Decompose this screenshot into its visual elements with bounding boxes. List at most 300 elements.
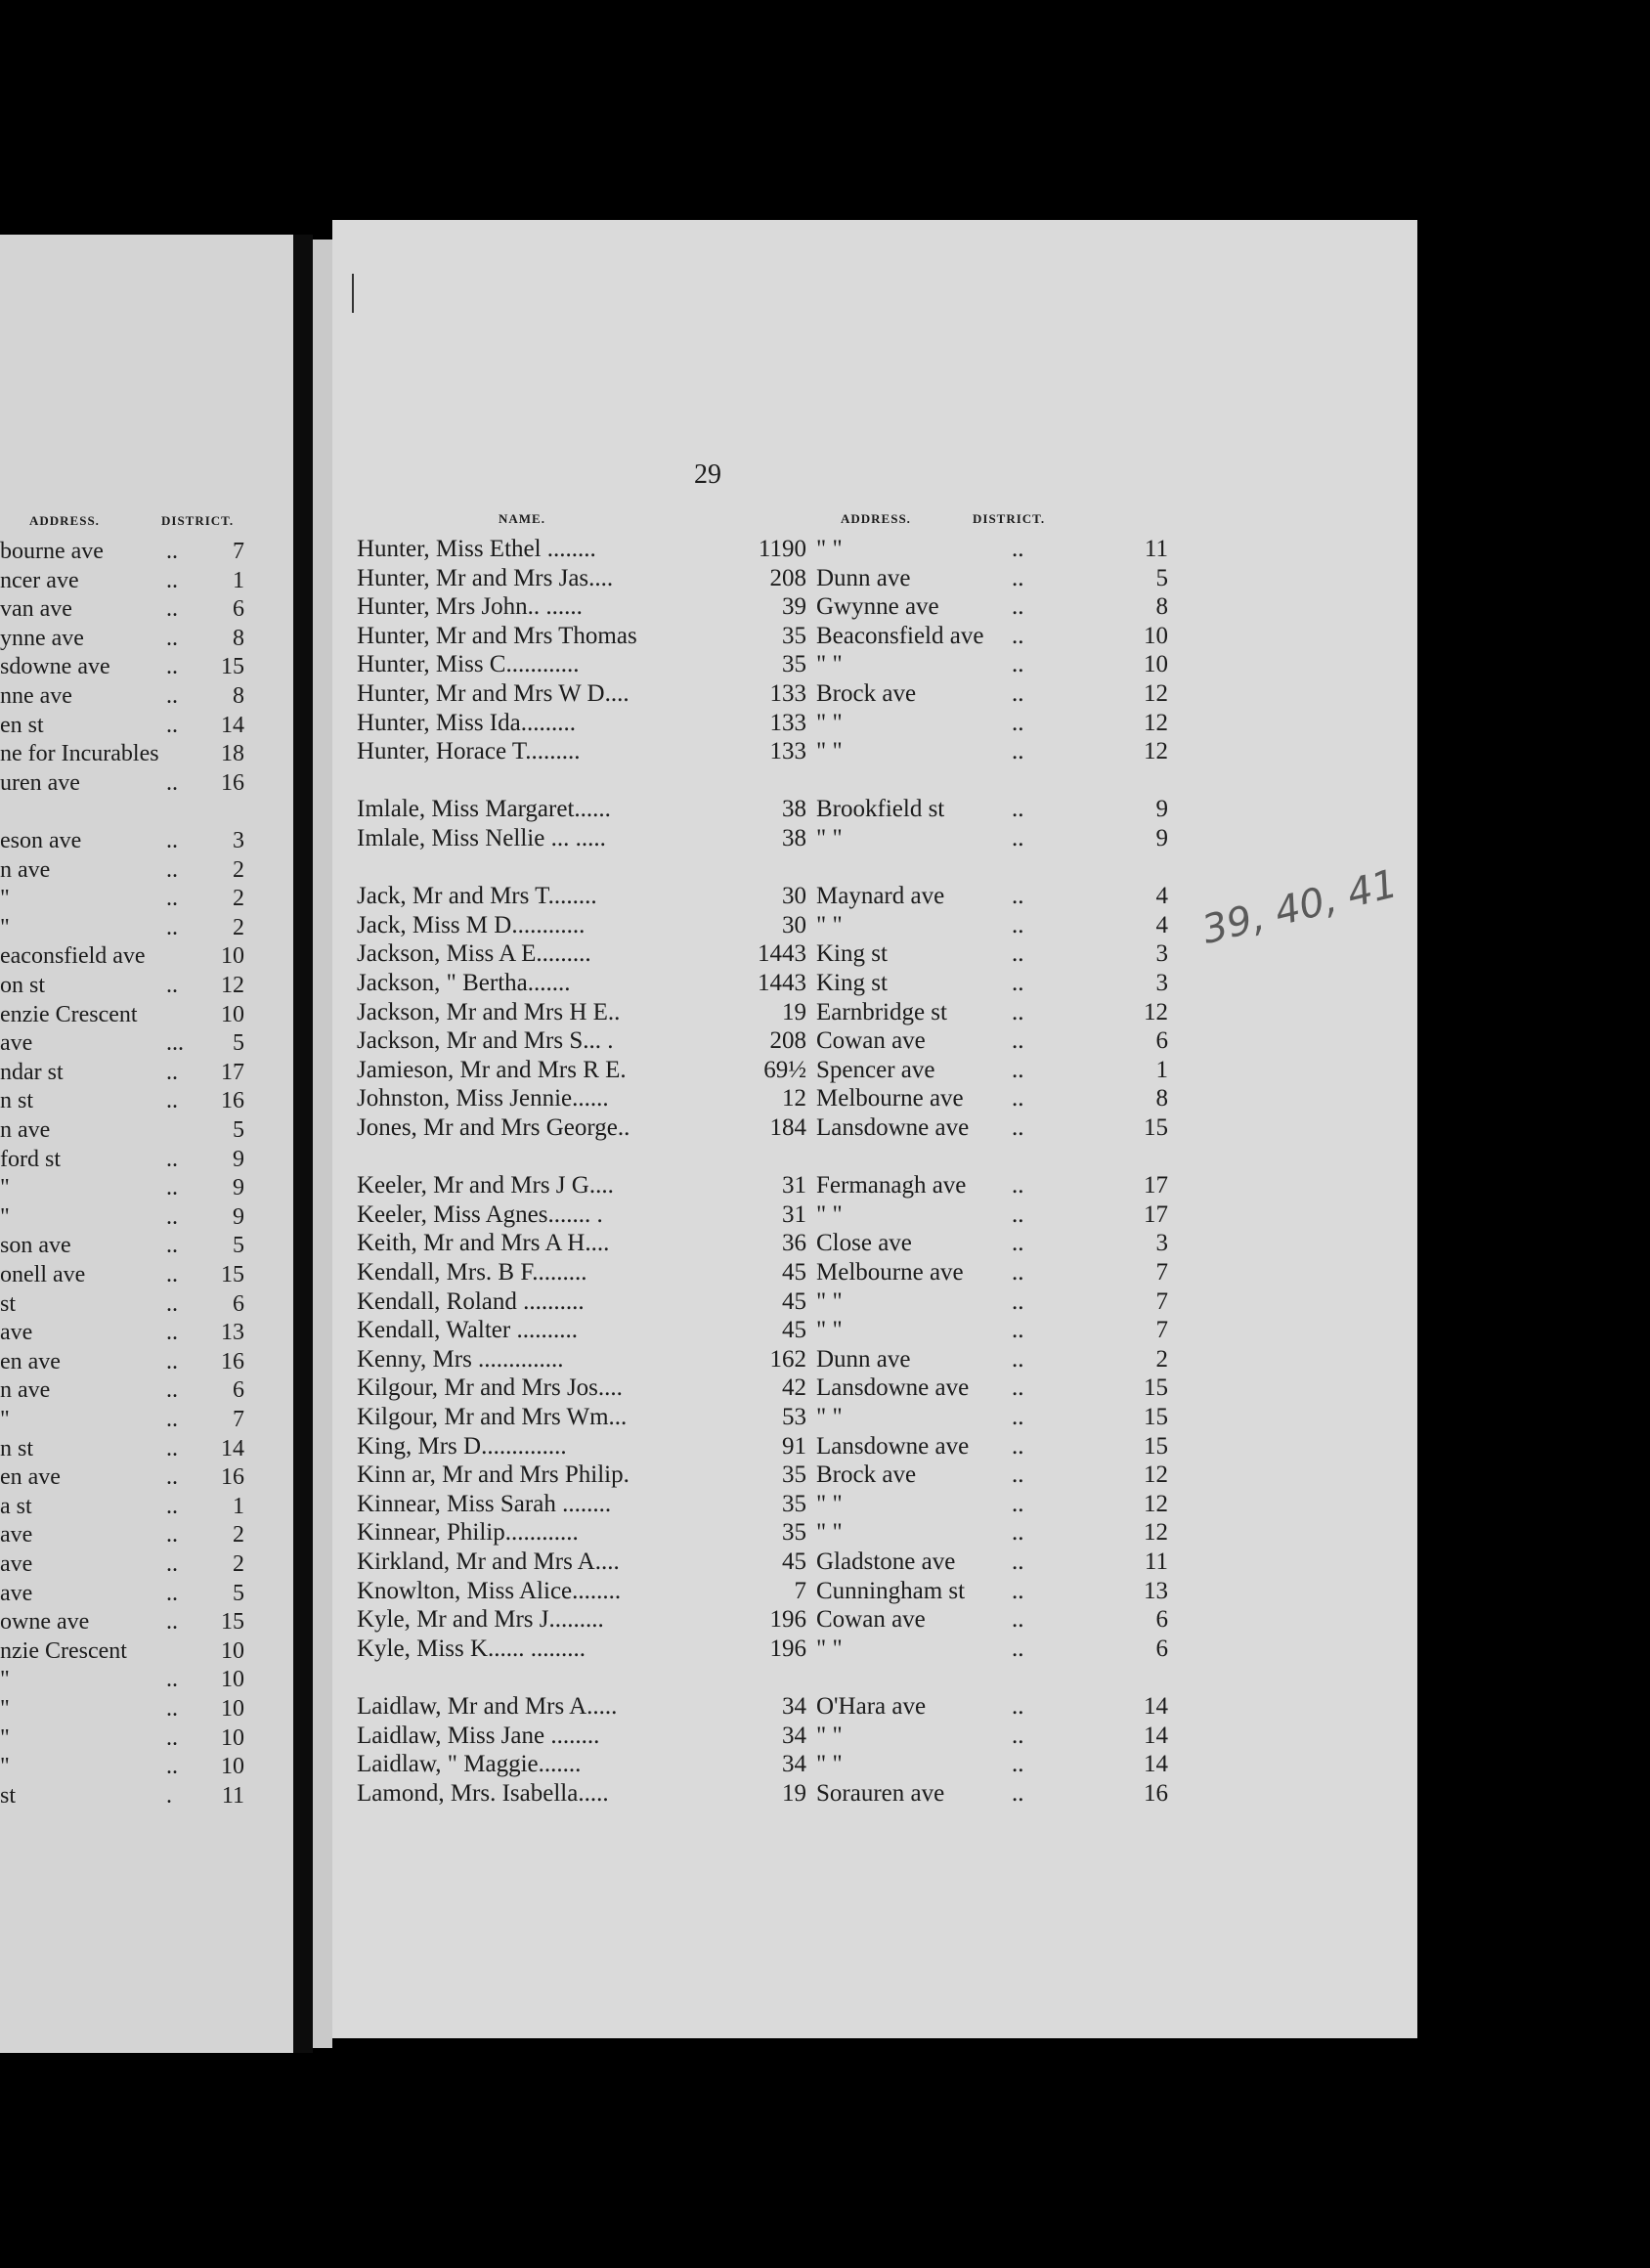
left-entry bbox=[0, 1059, 293, 1087]
entry-house-number: 91 bbox=[782, 1432, 806, 1460]
entry-name: Hunter, Miss C............ bbox=[357, 651, 580, 678]
entry-district: 12 bbox=[1144, 998, 1168, 1025]
left-entry bbox=[0, 625, 293, 653]
entry-name: Jamieson, Mr and Mrs R E. bbox=[357, 1056, 627, 1083]
left-entry-district: 18 bbox=[221, 741, 244, 767]
entry-house-number: 45 bbox=[782, 1259, 806, 1286]
district-leader-dots: .. bbox=[1012, 825, 1024, 851]
left-entry bbox=[0, 1550, 293, 1579]
page-number: 29 bbox=[694, 459, 721, 490]
directory-entry bbox=[357, 622, 1412, 650]
left-entry-dots: .. bbox=[166, 683, 178, 709]
left-entry-dots: .. bbox=[166, 1724, 178, 1751]
directory-entry bbox=[357, 1605, 1412, 1634]
entry-address: Melbourne ave bbox=[816, 1085, 964, 1112]
district-leader-dots: .. bbox=[1012, 738, 1024, 765]
left-entry-dots: .. bbox=[166, 1320, 178, 1346]
entry-district: 15 bbox=[1144, 1404, 1168, 1430]
left-entry bbox=[0, 682, 293, 711]
entry-district: 11 bbox=[1144, 536, 1168, 562]
directory-entry bbox=[357, 1026, 1412, 1055]
entry-district: 1 bbox=[1155, 1056, 1168, 1083]
left-entry-dots: .. bbox=[166, 539, 178, 564]
left-entry-dots: .. bbox=[166, 1233, 178, 1259]
left-entry bbox=[0, 1290, 293, 1319]
left-entry-address: son ave bbox=[0, 1233, 71, 1259]
directory-entry bbox=[357, 564, 1412, 592]
left-entry-dots: ... bbox=[166, 1030, 184, 1057]
left-entry-dots: .. bbox=[166, 596, 178, 623]
left-entry-address: ncer ave bbox=[0, 567, 79, 593]
left-entry-address: enzie Crescent bbox=[0, 1001, 138, 1027]
left-entry-district: 6 bbox=[233, 596, 244, 623]
left-entry-address: ave bbox=[0, 1580, 33, 1606]
left-entry-address: en ave bbox=[0, 1348, 61, 1374]
entry-address: Gwynne ave bbox=[816, 593, 939, 621]
district-leader-dots: .. bbox=[1012, 883, 1024, 910]
district-leader-dots: .. bbox=[1012, 1577, 1024, 1604]
district-leader-dots: .. bbox=[1012, 911, 1024, 938]
entry-name: Hunter, Miss Ethel ........ bbox=[357, 536, 596, 562]
entry-name: Keeler, Miss Agnes....... . bbox=[357, 1200, 603, 1228]
directory-entry bbox=[357, 1548, 1412, 1576]
left-entry-dots: .. bbox=[166, 1088, 178, 1114]
left-entry-dots: .. bbox=[166, 1290, 178, 1317]
left-entry-district: 10 bbox=[221, 1667, 244, 1693]
district-leader-dots: .. bbox=[1012, 1519, 1024, 1547]
left-entry-district: 16 bbox=[221, 1464, 244, 1491]
entry-district: 12 bbox=[1144, 1519, 1168, 1547]
entry-house-number: 196 bbox=[769, 1606, 806, 1634]
district-leader-dots: .. bbox=[1012, 1548, 1024, 1575]
left-entry-address: ave bbox=[0, 1030, 33, 1057]
entry-name: Kyle, Miss K...... ......... bbox=[357, 1635, 586, 1662]
page-gutter-edge bbox=[313, 240, 332, 2048]
left-entry bbox=[0, 1376, 293, 1405]
left-district-header: DISTRICT. bbox=[161, 513, 235, 528]
left-entry-address: sdowne ave bbox=[0, 654, 110, 680]
entry-house-number: 133 bbox=[769, 680, 806, 707]
left-entry-dots: .. bbox=[166, 567, 178, 593]
left-entry-address: ave bbox=[0, 1551, 33, 1577]
entry-name: Kendall, Roland .......... bbox=[357, 1287, 585, 1315]
entry-house-number: 30 bbox=[782, 911, 806, 938]
entry-house-number: 133 bbox=[769, 709, 806, 736]
left-entry-address: eaconsfield ave bbox=[0, 943, 146, 970]
entry-district: 12 bbox=[1144, 709, 1168, 736]
entry-name: Jack, Mr and Mrs T........ bbox=[357, 883, 597, 910]
left-entry-district: 2 bbox=[233, 914, 244, 940]
entry-name: Lamond, Mrs. Isabella..... bbox=[357, 1779, 609, 1807]
entry-address: Earnbridge st bbox=[816, 998, 947, 1025]
entry-name: Kendall, Walter .......... bbox=[357, 1317, 578, 1344]
directory-entry bbox=[357, 1432, 1412, 1461]
entry-address: Sorauren ave bbox=[816, 1779, 945, 1807]
entry-house-number: 34 bbox=[782, 1693, 806, 1720]
entry-spacer bbox=[357, 1663, 1412, 1691]
entry-name: King, Mrs D.............. bbox=[357, 1432, 567, 1460]
entry-district: 8 bbox=[1155, 593, 1168, 621]
entry-address: " " bbox=[816, 1287, 843, 1315]
left-entry-dots: .. bbox=[166, 1435, 178, 1461]
directory-entry bbox=[357, 679, 1412, 708]
entry-house-number: 36 bbox=[782, 1230, 806, 1257]
left-page bbox=[0, 235, 293, 2053]
entry-district: 11 bbox=[1144, 1548, 1168, 1575]
entry-house-number: 162 bbox=[769, 1345, 806, 1373]
district-leader-dots: .. bbox=[1012, 970, 1024, 996]
entry-name: Hunter, Horace T......... bbox=[357, 738, 581, 765]
entry-house-number: 208 bbox=[769, 1027, 806, 1055]
entry-name: Hunter, Mr and Mrs Jas.... bbox=[357, 564, 614, 591]
left-entry bbox=[0, 1232, 293, 1260]
directory-entry bbox=[357, 1518, 1412, 1547]
page-gutter bbox=[293, 235, 313, 2053]
left-entry bbox=[0, 1753, 293, 1781]
entry-district: 16 bbox=[1144, 1779, 1168, 1807]
entry-address: O'Hara ave bbox=[816, 1693, 927, 1720]
entry-district: 14 bbox=[1144, 1751, 1168, 1778]
entry-address: King st bbox=[816, 940, 888, 968]
left-entry bbox=[0, 1463, 293, 1492]
entry-name: Jack, Miss M D............ bbox=[357, 911, 586, 938]
district-leader-dots: .. bbox=[1012, 593, 1024, 621]
directory-entry bbox=[357, 1056, 1412, 1084]
entry-address: Beaconsfield ave bbox=[816, 622, 984, 649]
entry-house-number: 12 bbox=[782, 1085, 806, 1112]
district-leader-dots: .. bbox=[1012, 536, 1024, 562]
directory-entry bbox=[357, 1461, 1412, 1489]
entry-address: " " bbox=[816, 1490, 843, 1517]
directory-entry bbox=[357, 998, 1412, 1026]
directory-entry bbox=[357, 1316, 1412, 1344]
left-entry bbox=[0, 856, 293, 885]
district-leader-dots: .. bbox=[1012, 1287, 1024, 1315]
entry-name: Imlale, Miss Nellie ... ..... bbox=[357, 825, 606, 851]
entry-district: 10 bbox=[1144, 651, 1168, 678]
entry-name: Kilgour, Mr and Mrs Jos.... bbox=[357, 1374, 623, 1402]
entry-spacer bbox=[357, 853, 1412, 882]
entry-district: 14 bbox=[1144, 1693, 1168, 1720]
left-entry-dots: .. bbox=[166, 1175, 178, 1201]
directory-entry bbox=[357, 969, 1412, 997]
district-leader-dots: .. bbox=[1012, 1606, 1024, 1634]
district-leader-dots: .. bbox=[1012, 1085, 1024, 1112]
directory-entry bbox=[357, 1200, 1412, 1229]
left-entry bbox=[0, 1782, 293, 1810]
directory-entry bbox=[357, 709, 1412, 737]
left-entry-district: 9 bbox=[233, 1203, 244, 1230]
entry-house-number: 45 bbox=[782, 1287, 806, 1315]
directory-entry bbox=[357, 592, 1412, 621]
left-entry-district: 7 bbox=[233, 1407, 244, 1432]
entry-name: Laidlaw, Miss Jane ........ bbox=[357, 1722, 600, 1749]
left-entry-district: 1 bbox=[233, 1493, 244, 1519]
left-entry-dots: .. bbox=[166, 769, 178, 796]
left-entry-district: 16 bbox=[221, 1088, 244, 1114]
left-entry-dots: .. bbox=[166, 886, 178, 912]
left-entry-dots: .. bbox=[166, 1754, 178, 1780]
district-leader-dots: .. bbox=[1012, 1259, 1024, 1286]
entry-name: Kirkland, Mr and Mrs A.... bbox=[357, 1548, 620, 1575]
district-leader-dots: .. bbox=[1012, 1404, 1024, 1430]
directory-entry bbox=[357, 824, 1412, 852]
left-entry-address: on st bbox=[0, 973, 46, 998]
left-entry-district: 13 bbox=[221, 1320, 244, 1346]
directory-entry bbox=[357, 1229, 1412, 1257]
left-entry-district: 11 bbox=[221, 1782, 244, 1809]
left-entry-district: 10 bbox=[221, 1754, 244, 1780]
entry-district: 12 bbox=[1144, 738, 1168, 765]
left-entry-address: ford st bbox=[0, 1146, 61, 1172]
entry-address: Lansdowne ave bbox=[816, 1374, 970, 1402]
entry-district: 12 bbox=[1144, 1461, 1168, 1489]
left-entry bbox=[0, 1608, 293, 1636]
entry-house-number: 7 bbox=[794, 1577, 806, 1604]
entry-address: " " bbox=[816, 1200, 843, 1228]
entry-district: 6 bbox=[1155, 1635, 1168, 1662]
left-entry-dots: .. bbox=[166, 1609, 178, 1636]
entry-address: " " bbox=[816, 536, 843, 562]
left-entry bbox=[0, 1435, 293, 1463]
entry-address: " " bbox=[816, 825, 843, 851]
left-entry-district: 14 bbox=[221, 1435, 244, 1461]
entry-name: Kilgour, Mr and Mrs Wm... bbox=[357, 1404, 628, 1430]
left-entry-address: " bbox=[0, 1203, 10, 1230]
district-leader-dots: .. bbox=[1012, 1374, 1024, 1402]
district-leader-dots: .. bbox=[1012, 1027, 1024, 1055]
entry-district: 4 bbox=[1155, 911, 1168, 938]
entry-name: Laidlaw, " Maggie....... bbox=[357, 1751, 582, 1778]
entry-district: 3 bbox=[1155, 940, 1168, 968]
entry-address: Melbourne ave bbox=[816, 1259, 964, 1286]
entry-district: 15 bbox=[1144, 1432, 1168, 1460]
left-entry-address: n st bbox=[0, 1088, 34, 1114]
entry-district: 7 bbox=[1155, 1259, 1168, 1286]
entry-house-number: 35 bbox=[782, 651, 806, 678]
left-entry bbox=[0, 1029, 293, 1058]
entry-house-number: 34 bbox=[782, 1722, 806, 1749]
entry-district: 3 bbox=[1155, 970, 1168, 996]
left-entry-spacer bbox=[0, 798, 293, 826]
entry-name: Kenny, Mrs .............. bbox=[357, 1345, 564, 1373]
district-leader-dots: .. bbox=[1012, 1114, 1024, 1141]
entry-address: " " bbox=[816, 1722, 843, 1749]
left-entry-address: " bbox=[0, 886, 10, 912]
left-entry-dots: .. bbox=[166, 625, 178, 651]
left-entry-district: 16 bbox=[221, 769, 244, 796]
left-entry bbox=[0, 1261, 293, 1289]
left-entry-dots: .. bbox=[166, 973, 178, 998]
left-entry-district: 16 bbox=[221, 1348, 244, 1374]
entry-name: Imlale, Miss Margaret...... bbox=[357, 796, 611, 823]
left-entry-district: 1 bbox=[233, 567, 244, 593]
left-entry bbox=[0, 712, 293, 740]
left-entry bbox=[0, 1348, 293, 1376]
entry-house-number: 38 bbox=[782, 825, 806, 851]
left-entry-address: nne ave bbox=[0, 683, 72, 709]
directory-entry bbox=[357, 1722, 1412, 1750]
left-entry-district: 10 bbox=[221, 1724, 244, 1751]
entry-name: Jackson, " Bertha....... bbox=[357, 970, 571, 996]
entry-district: 12 bbox=[1144, 1490, 1168, 1517]
district-leader-dots: .. bbox=[1012, 1635, 1024, 1662]
entry-district: 12 bbox=[1144, 680, 1168, 707]
left-entry-address: ne for Incurables bbox=[0, 741, 159, 767]
left-entry-address: onell ave bbox=[0, 1262, 86, 1287]
left-entry bbox=[0, 1724, 293, 1753]
entry-district: 14 bbox=[1144, 1722, 1168, 1749]
left-entry-district: 6 bbox=[233, 1290, 244, 1317]
entry-name: Kendall, Mrs. B F......... bbox=[357, 1259, 587, 1286]
left-entry-dots: .. bbox=[166, 1203, 178, 1230]
left-entry-dots: . bbox=[166, 1782, 172, 1809]
entry-house-number: 35 bbox=[782, 1490, 806, 1517]
entry-house-number: 133 bbox=[769, 738, 806, 765]
left-entry bbox=[0, 1493, 293, 1521]
entry-name: Hunter, Mrs John.. ...... bbox=[357, 593, 583, 621]
left-entry-address: en ave bbox=[0, 1464, 61, 1491]
entry-address: " " bbox=[816, 911, 843, 938]
directory-entry bbox=[357, 1750, 1412, 1778]
entry-district: 2 bbox=[1155, 1345, 1168, 1373]
directory-entry bbox=[357, 1258, 1412, 1287]
left-entry-district: 8 bbox=[233, 625, 244, 651]
directory-entry bbox=[357, 1084, 1412, 1112]
directory-entry bbox=[357, 1692, 1412, 1721]
district-leader-dots: .. bbox=[1012, 1200, 1024, 1228]
entry-house-number: 31 bbox=[782, 1172, 806, 1199]
left-entry bbox=[0, 1001, 293, 1029]
entry-address: " " bbox=[816, 1519, 843, 1547]
directory-entry bbox=[357, 1577, 1412, 1605]
left-entry-district: 9 bbox=[233, 1175, 244, 1201]
entry-district: 4 bbox=[1155, 883, 1168, 910]
entry-address: " " bbox=[816, 651, 843, 678]
left-entry-district: 6 bbox=[233, 1377, 244, 1404]
entry-address: " " bbox=[816, 709, 843, 736]
entry-address: King st bbox=[816, 970, 888, 996]
left-entry-district: 10 bbox=[221, 1001, 244, 1027]
entry-district: 15 bbox=[1144, 1114, 1168, 1141]
left-entry-dots: .. bbox=[166, 712, 178, 738]
entry-district: 3 bbox=[1155, 1230, 1168, 1257]
entry-spacer bbox=[357, 766, 1412, 795]
left-entry-address: ave bbox=[0, 1522, 33, 1548]
left-entry-address: nzie Crescent bbox=[0, 1637, 127, 1664]
entry-address: Dunn ave bbox=[816, 564, 911, 591]
directory-entry bbox=[357, 1171, 1412, 1199]
left-entry-address: ave bbox=[0, 1320, 33, 1346]
district-leader-dots: .. bbox=[1012, 680, 1024, 707]
left-entry-district: 17 bbox=[221, 1059, 244, 1085]
entry-district: 6 bbox=[1155, 1027, 1168, 1055]
entry-house-number: 38 bbox=[782, 796, 806, 823]
entry-district: 6 bbox=[1155, 1606, 1168, 1634]
entry-name: Knowlton, Miss Alice........ bbox=[357, 1577, 622, 1604]
entry-name: Kinn ar, Mr and Mrs Philip. bbox=[357, 1461, 630, 1489]
entry-name: Jones, Mr and Mrs George.. bbox=[357, 1114, 630, 1141]
left-entry-dots: .. bbox=[166, 1348, 178, 1374]
district-leader-dots: .. bbox=[1012, 564, 1024, 591]
directory-entry bbox=[357, 1779, 1412, 1808]
entry-district: 9 bbox=[1155, 825, 1168, 851]
left-entry-dots: .. bbox=[166, 856, 178, 883]
entry-district: 5 bbox=[1155, 564, 1168, 591]
address-column-header: ADDRESS. bbox=[841, 511, 911, 526]
entry-name: Laidlaw, Mr and Mrs A..... bbox=[357, 1693, 618, 1720]
left-entry-district: 10 bbox=[221, 1696, 244, 1722]
directory-entry bbox=[357, 650, 1412, 678]
entry-district: 7 bbox=[1155, 1287, 1168, 1315]
directory-entry bbox=[357, 795, 1412, 823]
district-leader-dots: .. bbox=[1012, 1172, 1024, 1199]
pencil-mark bbox=[352, 274, 354, 313]
left-entry-address: " bbox=[0, 1175, 10, 1201]
entry-house-number: 35 bbox=[782, 622, 806, 649]
entry-house-number: 35 bbox=[782, 1461, 806, 1489]
entry-address: Lansdowne ave bbox=[816, 1432, 970, 1460]
left-entry-dots: .. bbox=[166, 1407, 178, 1432]
district-leader-dots: .. bbox=[1012, 1693, 1024, 1720]
entry-name: Hunter, Miss Ida......... bbox=[357, 709, 576, 736]
district-column-header: DISTRICT. bbox=[973, 511, 1046, 526]
left-entry bbox=[0, 1319, 293, 1347]
entry-house-number: 196 bbox=[769, 1635, 806, 1662]
left-entry-district: 15 bbox=[221, 1262, 244, 1287]
left-entry bbox=[0, 1666, 293, 1694]
entry-house-number: 35 bbox=[782, 1519, 806, 1547]
left-entry-dots: .. bbox=[166, 654, 178, 680]
left-entry-district: 10 bbox=[221, 943, 244, 970]
entry-address: Close ave bbox=[816, 1230, 912, 1257]
entry-address: Gladstone ave bbox=[816, 1548, 956, 1575]
left-entry bbox=[0, 1116, 293, 1145]
entry-name: Keith, Mr and Mrs A H.... bbox=[357, 1230, 610, 1257]
entry-house-number: 69½ bbox=[763, 1056, 806, 1083]
left-entry bbox=[0, 1406, 293, 1434]
directory-entry bbox=[357, 1403, 1412, 1431]
left-entry-address: " bbox=[0, 1407, 10, 1432]
left-entry bbox=[0, 740, 293, 768]
left-entry-district: 2 bbox=[233, 856, 244, 883]
left-entry-district: 3 bbox=[233, 828, 244, 853]
entry-district: 8 bbox=[1155, 1085, 1168, 1112]
left-entry bbox=[0, 885, 293, 913]
entry-district: 17 bbox=[1144, 1172, 1168, 1199]
district-leader-dots: .. bbox=[1012, 1230, 1024, 1257]
entry-house-number: 34 bbox=[782, 1751, 806, 1778]
entry-district: 17 bbox=[1144, 1200, 1168, 1228]
entry-house-number: 30 bbox=[782, 883, 806, 910]
left-entry bbox=[0, 538, 293, 566]
left-entry bbox=[0, 1580, 293, 1608]
entry-house-number: 53 bbox=[782, 1404, 806, 1430]
left-entry-district: 2 bbox=[233, 1551, 244, 1577]
entry-house-number: 208 bbox=[769, 564, 806, 591]
entry-house-number: 1190 bbox=[758, 536, 806, 562]
entry-address: Brock ave bbox=[816, 1461, 917, 1489]
district-leader-dots: .. bbox=[1012, 709, 1024, 736]
directory-entry bbox=[357, 1490, 1412, 1518]
left-entry-address: ndar st bbox=[0, 1059, 64, 1085]
entry-house-number: 31 bbox=[782, 1200, 806, 1228]
district-leader-dots: .. bbox=[1012, 1317, 1024, 1344]
left-entry-dots: .. bbox=[166, 1059, 178, 1085]
left-entry bbox=[0, 972, 293, 1000]
district-leader-dots: .. bbox=[1012, 651, 1024, 678]
entry-address: Lansdowne ave bbox=[816, 1114, 970, 1141]
